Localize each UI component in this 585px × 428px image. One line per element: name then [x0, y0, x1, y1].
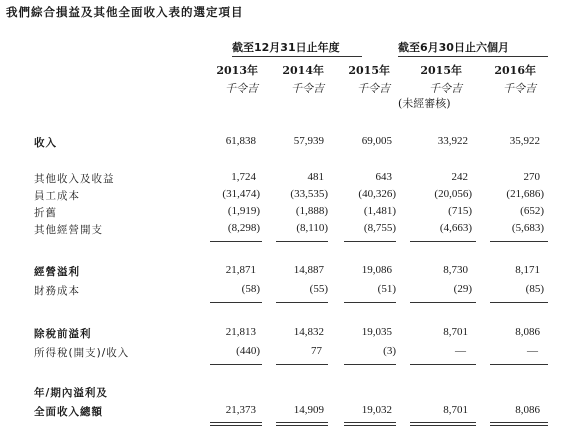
table-cell: 8,730: [443, 264, 468, 276]
table-cell: (1,888): [295, 205, 328, 217]
column-unit: 千令吉: [357, 82, 390, 95]
column-unit: 千令吉: [225, 82, 258, 95]
unaudited-note: (未經審核): [398, 97, 451, 110]
column-unit: 千令吉: [429, 82, 462, 95]
period-header-full-year: 截至12月31日止年度: [232, 41, 340, 54]
subtotal-rule: [276, 302, 328, 303]
table-cell: (31,474): [222, 188, 260, 200]
total-double-rule: [344, 422, 396, 426]
table-cell: (51): [377, 283, 396, 295]
table-cell: (8,755): [363, 222, 396, 234]
table-cell: (440): [236, 345, 260, 357]
subtotal-rule: [490, 241, 548, 242]
row-label-profit-line1: 年/期內溢利及: [34, 387, 108, 399]
column-unit: 千令吉: [503, 82, 536, 95]
table-cell: (33,535): [290, 188, 328, 200]
subtotal-rule: [276, 241, 328, 242]
subtotal-rule: [410, 302, 476, 303]
table-title: 我們綜合損益及其他全面收入表的選定項目: [6, 5, 244, 19]
table-cell: 21,871: [225, 264, 256, 276]
table-cell: (4,663): [439, 222, 472, 234]
row-label-profit-before-tax: 除稅前溢利: [34, 328, 92, 340]
table-cell: (5,683): [511, 222, 544, 234]
table-cell: 69,005: [361, 135, 392, 147]
subtotal-rule: [210, 302, 262, 303]
table-cell: (20,056): [434, 188, 472, 200]
column-year: 2013年: [216, 64, 258, 77]
table-cell: —: [455, 345, 466, 357]
table-cell: 19,035: [361, 326, 392, 338]
table-cell: (715): [448, 205, 472, 217]
subtotal-rule: [210, 241, 262, 242]
row-label-other-income: 其他收入及收益: [34, 173, 115, 185]
subtotal-rule: [210, 364, 262, 365]
table-cell: 242: [451, 171, 468, 183]
row-label-operating-profit: 經營溢利: [34, 266, 80, 278]
total-double-rule: [210, 422, 262, 426]
total-double-rule: [410, 422, 476, 426]
table-cell: (40,326): [358, 188, 396, 200]
table-cell: 8,701: [443, 404, 468, 416]
table-cell: 481: [307, 171, 324, 183]
table-cell: 8,086: [515, 326, 540, 338]
table-cell: (29): [453, 283, 472, 295]
subtotal-rule: [490, 302, 548, 303]
column-year: 2015年: [348, 64, 390, 77]
table-cell: (21,686): [506, 188, 544, 200]
table-cell: 19,086: [361, 264, 392, 276]
table-cell: (8,298): [227, 222, 260, 234]
table-cell: —: [527, 345, 538, 357]
row-label-other-opex: 其他經營開支: [34, 224, 103, 236]
row-label-finance-costs: 財務成本: [34, 285, 80, 297]
table-cell: (3): [383, 345, 396, 357]
table-cell: 21,813: [225, 326, 256, 338]
table-cell: 8,086: [515, 404, 540, 416]
subtotal-rule: [344, 302, 396, 303]
period-underline-six-months: [398, 56, 548, 57]
table-cell: 19,032: [361, 404, 392, 416]
table-cell: 35,922: [509, 135, 540, 147]
table-cell: 8,701: [443, 326, 468, 338]
table-cell: 270: [523, 171, 540, 183]
table-cell: 57,939: [293, 135, 324, 147]
table-cell: 21,373: [225, 404, 256, 416]
table-cell: 14,909: [293, 404, 324, 416]
subtotal-rule: [410, 241, 476, 242]
table-cell: 77: [311, 345, 322, 357]
column-year: 2016年: [494, 64, 536, 77]
subtotal-rule: [410, 364, 476, 365]
table-cell: 14,832: [293, 326, 324, 338]
table-cell: (85): [525, 283, 544, 295]
column-year: 2014年: [282, 64, 324, 77]
row-label-depreciation: 折舊: [34, 207, 57, 219]
row-label-revenue: 收入: [34, 137, 57, 149]
subtotal-rule: [344, 364, 396, 365]
table-cell: (58): [241, 283, 260, 295]
table-cell: (55): [309, 283, 328, 295]
total-double-rule: [490, 422, 548, 426]
column-unit: 千令吉: [291, 82, 324, 95]
period-header-six-months: 截至6月30日止六個月: [398, 41, 509, 54]
table-cell: 8,171: [515, 264, 540, 276]
table-cell: 33,922: [437, 135, 468, 147]
table-cell: 643: [375, 171, 392, 183]
table-cell: 1,724: [231, 171, 256, 183]
table-cell: (652): [520, 205, 544, 217]
table-cell: 14,887: [293, 264, 324, 276]
table-cell: (1,481): [363, 205, 396, 217]
table-cell: (1,919): [227, 205, 260, 217]
table-cell: (8,110): [296, 222, 328, 234]
row-label-staff-costs: 員工成本: [34, 190, 80, 202]
table-cell: 61,838: [225, 135, 256, 147]
period-underline-full-year: [232, 56, 362, 57]
row-label-income-tax: 所得稅(開支)/收入: [34, 347, 130, 359]
column-year: 2015年: [420, 64, 462, 77]
subtotal-rule: [490, 364, 548, 365]
row-label-total-comprehensive-income: 全面收入總額: [34, 406, 103, 418]
subtotal-rule: [276, 364, 328, 365]
total-double-rule: [276, 422, 328, 426]
subtotal-rule: [344, 241, 396, 242]
